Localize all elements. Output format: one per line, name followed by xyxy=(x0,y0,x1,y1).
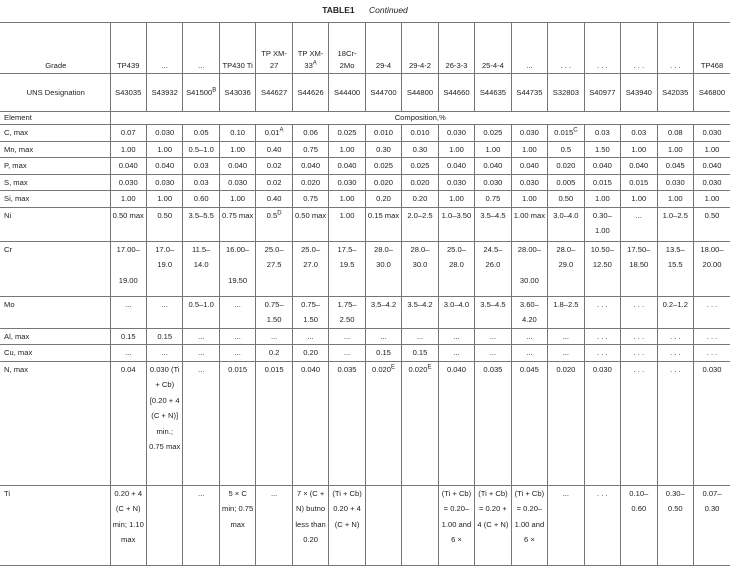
uns-cell: S43036 xyxy=(219,74,255,112)
value-cell: ... xyxy=(219,345,255,362)
value-cell: 0.040 xyxy=(438,158,474,175)
value-cell: ... xyxy=(548,485,584,565)
value-cell: 0.20 xyxy=(402,191,438,208)
value-cell: . . . xyxy=(657,345,693,362)
value-cell: 0.75–1.50 xyxy=(292,296,328,328)
value-cell: $0.5^D$ xyxy=(256,207,292,241)
grade-cell: TP $XM-33^A$ xyxy=(292,23,328,74)
value-cell: 25.0–27.5 xyxy=(256,241,292,296)
grade-cell: . . . xyxy=(621,23,657,74)
value-cell: 0.03 xyxy=(621,125,657,142)
continued-label: Continued xyxy=(369,5,408,15)
value-cell: 0.15 xyxy=(110,328,146,345)
element-label: S, max xyxy=(0,174,110,191)
value-cell: 3.5–5.5 xyxy=(183,207,219,241)
grade-cell: . . . xyxy=(548,23,584,74)
value-cell: 1.00 xyxy=(657,141,693,158)
value-cell: ... xyxy=(365,328,401,345)
value-cell: 0.040 xyxy=(438,361,474,485)
value-cell: 1.00 xyxy=(329,191,365,208)
value-cell: 0.05 xyxy=(183,125,219,142)
table-row xyxy=(0,141,730,158)
element-label: Cr xyxy=(0,241,110,296)
value-cell: 0.025 xyxy=(329,125,365,142)
value-cell: 0.040 xyxy=(219,158,255,175)
uns-cell: S40977 xyxy=(584,74,620,112)
footnote-marker: D xyxy=(277,210,281,216)
value-cell: 1.00 xyxy=(438,191,474,208)
uns-cell: S46800 xyxy=(694,74,730,112)
table-row xyxy=(0,158,730,175)
value-cell: 0.40 xyxy=(256,191,292,208)
value-cell: 0.30 xyxy=(402,141,438,158)
grade-cell: . . . xyxy=(584,23,620,74)
value-cell: 0.50 max xyxy=(110,207,146,241)
value-cell: 0.020 xyxy=(402,174,438,191)
value-cell: 0.60 xyxy=(183,191,219,208)
value-cell: . . . xyxy=(621,296,657,328)
element-label: Cu, max xyxy=(0,345,110,362)
uns-cell: S43932 xyxy=(146,74,182,112)
value-cell: 28.0–30.0 xyxy=(402,241,438,296)
value-cell: 0.75 xyxy=(475,191,511,208)
value-cell: 0.03 xyxy=(584,125,620,142)
value-cell: 5 × C min; 0.75 max xyxy=(219,485,255,565)
value-cell: 0.030 xyxy=(438,174,474,191)
element-header: Element xyxy=(0,112,110,125)
uns-cell: S44700 xyxy=(365,74,401,112)
table-row xyxy=(0,328,730,345)
value-cell: ... xyxy=(256,485,292,565)
value-cell: 0.20 + 4 (C + N) min; 1.10 max xyxy=(110,485,146,565)
footnote-marker: E xyxy=(391,364,395,370)
value-cell: 0.020 xyxy=(365,174,401,191)
table-row xyxy=(0,345,730,362)
value-cell: 0.030 xyxy=(584,361,620,485)
value-cell: 0.75 xyxy=(292,191,328,208)
value-cell: 17.00– 19.00 xyxy=(110,241,146,296)
value-cell: 0.30–0.50 xyxy=(657,485,693,565)
value-cell: ... xyxy=(475,328,511,345)
grade-cell: 18Cr-2Mo xyxy=(329,23,365,74)
value-cell: ... xyxy=(292,328,328,345)
value-cell: $0.020^E$ xyxy=(365,361,401,485)
value-cell: 0.02 xyxy=(256,158,292,175)
value-cell: 0.30–1.00 xyxy=(584,207,620,241)
value-cell: 1.00 xyxy=(511,141,547,158)
value-cell: 0.5 xyxy=(548,141,584,158)
value-cell: 0.040 xyxy=(292,361,328,485)
value-cell: ... xyxy=(511,345,547,362)
value-cell: 0.030 xyxy=(146,125,182,142)
value-cell: 18.00–20.00 xyxy=(694,241,730,296)
value-cell: ... xyxy=(110,345,146,362)
value-cell: 0.15 xyxy=(402,345,438,362)
value-cell: 0.2 xyxy=(256,345,292,362)
grade-cell: ... xyxy=(146,23,182,74)
uns-cell: S44400 xyxy=(329,74,365,112)
value-cell: 7 × (C + N) butno less than 0.20 xyxy=(292,485,328,565)
value-cell: 0.030 (Ti + Cb) [0.20 + 4 (C + N)] min.; 0.75 max xyxy=(146,361,182,485)
value-cell: 0.010 xyxy=(365,125,401,142)
element-label: Mn, max xyxy=(0,141,110,158)
value-cell: 24.5–26.0 xyxy=(475,241,511,296)
value-cell: 0.50 max xyxy=(292,207,328,241)
grade-cell: 29-4 xyxy=(365,23,401,74)
value-cell: $0.01^A$ xyxy=(256,125,292,142)
value-cell: 1.00 xyxy=(657,191,693,208)
value-cell: 17.0–19.0 xyxy=(146,241,182,296)
value-cell: (Ti + Cb) 0.20 + 4 (C + N) xyxy=(329,485,365,565)
value-cell: 0.020 xyxy=(548,361,584,485)
value-cell: 0.75–1.50 xyxy=(256,296,292,328)
value-cell: ... xyxy=(329,328,365,345)
value-cell: (Ti + Cb) = 0.20 + 4 (C + N) xyxy=(475,485,511,565)
value-cell: 1.8–2.5 xyxy=(548,296,584,328)
value-cell: 0.045 xyxy=(511,361,547,485)
grade-cell: TP XM-27 xyxy=(256,23,292,74)
value-cell: 3.0–4.0 xyxy=(438,296,474,328)
value-cell: 0.020 xyxy=(548,158,584,175)
value-cell: . . . xyxy=(584,296,620,328)
element-header-row xyxy=(0,112,730,125)
value-cell: 0.040 xyxy=(584,158,620,175)
value-cell: 0.07 xyxy=(110,125,146,142)
value-cell: 0.040 xyxy=(694,158,730,175)
value-cell: 17.50–18.50 xyxy=(621,241,657,296)
value-cell: 0.030 xyxy=(110,174,146,191)
value-cell: 1.75–2.50 xyxy=(329,296,365,328)
uns-cell: S44800 xyxy=(402,74,438,112)
value-cell: 17.5–19.5 xyxy=(329,241,365,296)
value-cell: 1.50 xyxy=(584,141,620,158)
value-cell: 11.5–14.0 xyxy=(183,241,219,296)
value-cell: 3.5–4.5 xyxy=(475,296,511,328)
value-cell: 3.60–4.20 xyxy=(511,296,547,328)
value-cell: . . . xyxy=(694,345,730,362)
value-cell: ... xyxy=(548,328,584,345)
value-cell: 1.00 xyxy=(621,141,657,158)
value-cell: 0.015 xyxy=(621,174,657,191)
grade-cell: ... xyxy=(183,23,219,74)
value-cell: 0.030 xyxy=(694,174,730,191)
value-cell: 0.03 xyxy=(183,174,219,191)
grade-header: Grade xyxy=(0,23,110,74)
uns-cell: S44635 xyxy=(475,74,511,112)
value-cell: 0.010 xyxy=(402,125,438,142)
value-cell: 0.30 xyxy=(365,141,401,158)
table-row xyxy=(0,241,730,296)
value-cell: . . . xyxy=(621,361,657,485)
value-cell: 0.035 xyxy=(329,361,365,485)
value-cell: 0.030 xyxy=(694,125,730,142)
grade-cell: 29-4-2 xyxy=(402,23,438,74)
value-cell: 0.045 xyxy=(657,158,693,175)
value-cell: ... xyxy=(183,345,219,362)
value-cell: 0.025 xyxy=(475,125,511,142)
value-cell: 0.015 xyxy=(256,361,292,485)
value-cell: ... xyxy=(219,328,255,345)
footnote-marker: C xyxy=(573,127,577,133)
composition-header: Composition,% xyxy=(110,112,730,125)
value-cell: . . . xyxy=(584,328,620,345)
value-cell: ... xyxy=(183,361,219,485)
value-cell: . . . xyxy=(621,328,657,345)
uns-cell: S43035 xyxy=(110,74,146,112)
table-row xyxy=(0,296,730,328)
value-cell: 0.2–1.2 xyxy=(657,296,693,328)
value-cell: ... xyxy=(438,345,474,362)
grade-cell: TP468 xyxy=(694,23,730,74)
value-cell: 1.00 xyxy=(438,141,474,158)
value-cell: . . . xyxy=(694,296,730,328)
value-cell: ... xyxy=(621,207,657,241)
value-cell: 0.030 xyxy=(657,174,693,191)
value-cell: 0.04 xyxy=(110,361,146,485)
table-row xyxy=(0,485,730,565)
value-cell: ... xyxy=(511,328,547,345)
value-cell: 0.040 xyxy=(475,158,511,175)
value-cell: 1.00 xyxy=(621,191,657,208)
table-row xyxy=(0,174,730,191)
value-cell: . . . xyxy=(621,345,657,362)
value-cell: . . . xyxy=(657,328,693,345)
element-label: Ti xyxy=(0,485,110,565)
uns-row xyxy=(0,74,730,112)
value-cell: 1.00 max xyxy=(511,207,547,241)
value-cell: 0.030 xyxy=(329,174,365,191)
element-label: Mo xyxy=(0,296,110,328)
value-cell xyxy=(146,485,182,565)
value-cell: 0.5–1.0 xyxy=(183,141,219,158)
uns-cell: S44626 xyxy=(292,74,328,112)
value-cell: 3.5–4.5 xyxy=(475,207,511,241)
value-cell: 0.15 xyxy=(146,328,182,345)
value-cell: ... xyxy=(146,345,182,362)
value-cell: ... xyxy=(183,485,219,565)
value-cell: 0.08 xyxy=(657,125,693,142)
footnote-marker: A xyxy=(313,60,317,66)
value-cell: 3.0–4.0 xyxy=(548,207,584,241)
value-cell: 0.030 xyxy=(438,125,474,142)
value-cell: 1.00 xyxy=(475,141,511,158)
value-cell: ... xyxy=(183,328,219,345)
value-cell: ... xyxy=(219,296,255,328)
composition-table xyxy=(0,22,730,566)
value-cell: 0.040 xyxy=(329,158,365,175)
value-cell: 1.00 xyxy=(110,191,146,208)
value-cell: 0.030 xyxy=(219,174,255,191)
value-cell: 0.20 xyxy=(292,345,328,362)
value-cell: 1.00 xyxy=(329,141,365,158)
value-cell: 1.00 xyxy=(219,141,255,158)
element-label: P, max xyxy=(0,158,110,175)
value-cell: 0.025 xyxy=(365,158,401,175)
element-label: Al, max xyxy=(0,328,110,345)
value-cell: 0.035 xyxy=(475,361,511,485)
value-cell: 1.0–2.5 xyxy=(657,207,693,241)
value-cell: 0.030 xyxy=(146,174,182,191)
value-cell: 10.50–12.50 xyxy=(584,241,620,296)
table-caption xyxy=(0,5,730,15)
value-cell: 0.025 xyxy=(402,158,438,175)
value-cell: 1.00 xyxy=(694,141,730,158)
value-cell: 3.5–4.2 xyxy=(365,296,401,328)
value-cell: (Ti + Cb) = 0.20–1.00 and 6 × xyxy=(438,485,474,565)
value-cell: 0.030 xyxy=(511,125,547,142)
value-cell: 0.15 max xyxy=(365,207,401,241)
value-cell: 28.00– 30.00 xyxy=(511,241,547,296)
uns-cell: S43940 xyxy=(621,74,657,112)
value-cell: . . . xyxy=(584,485,620,565)
value-cell: 0.10–0.60 xyxy=(621,485,657,565)
table-row xyxy=(0,191,730,208)
value-cell: ... xyxy=(548,345,584,362)
value-cell: 0.75 xyxy=(292,141,328,158)
value-cell: 0.02 xyxy=(256,174,292,191)
value-cell: 3.5–4.2 xyxy=(402,296,438,328)
uns-header: UNS Designation xyxy=(0,74,110,112)
table-row xyxy=(0,125,730,142)
value-cell: 1.00 xyxy=(219,191,255,208)
uns-cell: S44660 xyxy=(438,74,474,112)
uns-cell: S42035 xyxy=(657,74,693,112)
value-cell: (Ti + Cb) = 0.20–1.00 and 6 × xyxy=(511,485,547,565)
value-cell: 0.06 xyxy=(292,125,328,142)
value-cell: 0.040 xyxy=(621,158,657,175)
uns-cell: S32803 xyxy=(548,74,584,112)
value-cell: 13.5–15.5 xyxy=(657,241,693,296)
value-cell: 16.00– 19.50 xyxy=(219,241,255,296)
element-label: C, max xyxy=(0,125,110,142)
uns-cell: S44735 xyxy=(511,74,547,112)
value-cell xyxy=(402,485,438,565)
value-cell: ... xyxy=(438,328,474,345)
grade-cell: 26-3-3 xyxy=(438,23,474,74)
grade-cell: ... xyxy=(511,23,547,74)
grade-cell: . . . xyxy=(657,23,693,74)
value-cell: 0.015 xyxy=(584,174,620,191)
value-cell: 0.5–1.0 xyxy=(183,296,219,328)
value-cell: 0.75 max xyxy=(219,207,255,241)
value-cell: 0.030 xyxy=(475,174,511,191)
value-cell: 1.00 xyxy=(584,191,620,208)
value-cell: 1.00 xyxy=(329,207,365,241)
value-cell: 0.20 xyxy=(365,191,401,208)
value-cell: 1.0–3.50 xyxy=(438,207,474,241)
value-cell: 0.50 xyxy=(548,191,584,208)
value-cell: 1.00 xyxy=(694,191,730,208)
value-cell: $0.015^C$ xyxy=(548,125,584,142)
element-label: Ni xyxy=(0,207,110,241)
value-cell: 0.015 xyxy=(219,361,255,485)
value-cell: . . . xyxy=(657,361,693,485)
value-cell xyxy=(365,485,401,565)
value-cell: 28.0–30.0 xyxy=(365,241,401,296)
value-cell: ... xyxy=(402,328,438,345)
grade-cell: 25-4-4 xyxy=(475,23,511,74)
value-cell: 0.15 xyxy=(365,345,401,362)
element-label: Si, max xyxy=(0,191,110,208)
value-cell: ... xyxy=(110,296,146,328)
value-cell: 1.00 xyxy=(146,141,182,158)
table-label: TABLE1 xyxy=(322,5,354,15)
value-cell: 0.40 xyxy=(256,141,292,158)
grade-cell: TP430 Ti xyxy=(219,23,255,74)
value-cell: ... xyxy=(329,345,365,362)
value-cell: ... xyxy=(256,328,292,345)
value-cell: 0.10 xyxy=(219,125,255,142)
value-cell: 1.00 xyxy=(110,141,146,158)
uns-cell: $S41500^B$ xyxy=(183,74,219,112)
grade-cell: TP439 xyxy=(110,23,146,74)
value-cell: 0.50 xyxy=(146,207,182,241)
grade-row xyxy=(0,23,730,74)
value-cell: ... xyxy=(475,345,511,362)
value-cell: 1.00 xyxy=(511,191,547,208)
value-cell: 0.040 xyxy=(146,158,182,175)
value-cell: 0.020 xyxy=(292,174,328,191)
table-row xyxy=(0,361,730,485)
value-cell: 0.005 xyxy=(548,174,584,191)
value-cell: 0.03 xyxy=(183,158,219,175)
footnote-marker: E xyxy=(427,364,431,370)
uns-cell: S44627 xyxy=(256,74,292,112)
value-cell: ... xyxy=(146,296,182,328)
value-cell: . . . xyxy=(694,328,730,345)
value-cell: 25.0–28.0 xyxy=(438,241,474,296)
value-cell: 1.00 xyxy=(146,191,182,208)
value-cell: 0.50 xyxy=(694,207,730,241)
element-label: N, max xyxy=(0,361,110,485)
value-cell: 28.0–29.0 xyxy=(548,241,584,296)
table-row xyxy=(0,207,730,241)
value-cell: 0.030 xyxy=(511,174,547,191)
value-cell: $0.020^E$ xyxy=(402,361,438,485)
value-cell: 0.040 xyxy=(292,158,328,175)
value-cell: 2.0–2.5 xyxy=(402,207,438,241)
value-cell: 25.0–27.0 xyxy=(292,241,328,296)
footnote-marker: B xyxy=(212,87,216,93)
value-cell: 0.07–0.30 xyxy=(694,485,730,565)
value-cell: 0.030 xyxy=(694,361,730,485)
footnote-marker: A xyxy=(279,127,283,133)
value-cell: 0.040 xyxy=(511,158,547,175)
value-cell: 0.040 xyxy=(110,158,146,175)
value-cell: . . . xyxy=(584,345,620,362)
